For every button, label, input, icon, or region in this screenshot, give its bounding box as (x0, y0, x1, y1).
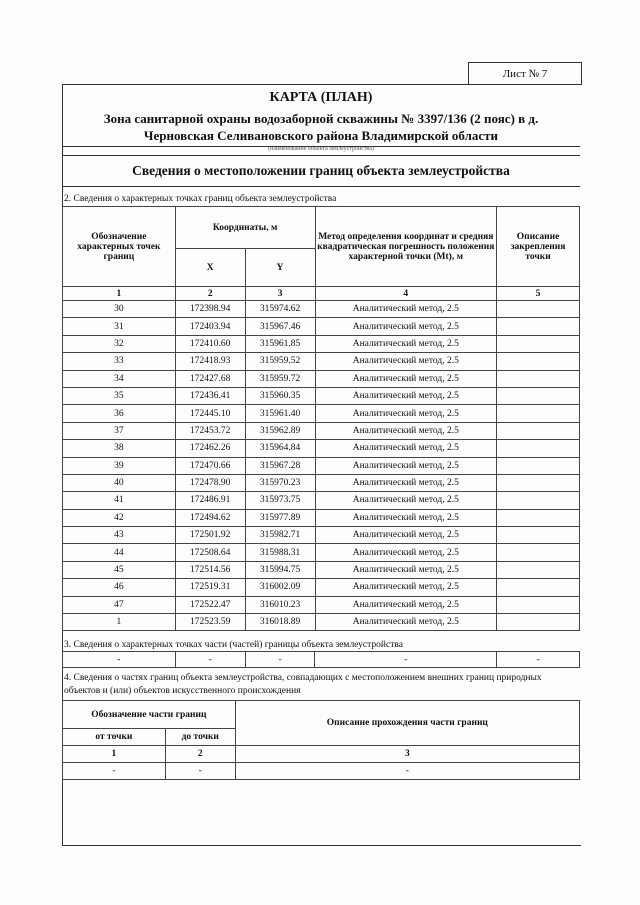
part-points-table (62, 651, 580, 668)
table-cell (497, 561, 580, 578)
table-cell: 316002.09 (245, 579, 315, 596)
section-2-title: 2. Сведения о характерных точках границ объекта землеустройства (64, 194, 337, 204)
table-cell: 35 (63, 387, 176, 404)
table-cell: Аналитический метод, 2.5 (315, 509, 497, 526)
col-number: 2 (175, 287, 245, 301)
header-method: Метод определения координат и средняя квадратическая погрешность положения характерной точки (Mt), м (315, 207, 497, 287)
table-cell: 172453.72 (175, 422, 245, 439)
table-row (63, 579, 580, 596)
table-cell: 315959.72 (245, 370, 315, 387)
table-cell: 315961.40 (245, 405, 315, 422)
table-cell (497, 544, 580, 561)
table-cell: Аналитический метод, 2.5 (315, 527, 497, 544)
table-cell: 172486.91 (175, 492, 245, 509)
table-row (63, 335, 580, 352)
table-row (63, 405, 580, 422)
table-cell (497, 614, 580, 631)
table-cell: 316018.89 (245, 614, 315, 631)
table-cell: 172478.90 (175, 474, 245, 491)
table-cell: Аналитический метод, 2.5 (315, 492, 497, 509)
table-cell: 172470.66 (175, 457, 245, 474)
table-cell: 315967.28 (245, 457, 315, 474)
table-cell: Аналитический метод, 2.5 (315, 370, 497, 387)
table-cell: 40 (63, 474, 176, 491)
table-cell: 36 (63, 405, 176, 422)
object-name-line-1: Зона санитарной охраны водозаборной скважины № 3397/136 (2 пояс) в д. (103, 111, 539, 126)
table-row (63, 440, 580, 457)
table-cell (497, 509, 580, 526)
table-row (63, 492, 580, 509)
table-cell: 34 (63, 370, 176, 387)
col-number: 1 (63, 287, 176, 301)
table-cell: 31 (63, 318, 176, 335)
header-x: X (175, 249, 245, 287)
table-cell: Аналитический метод, 2.5 (315, 318, 497, 335)
header-to: до точки (165, 729, 235, 746)
table-cell (497, 370, 580, 387)
table-cell: 315960.35 (245, 387, 315, 404)
table-row (63, 474, 580, 491)
table-row (63, 387, 580, 404)
table-cell: Аналитический метод, 2.5 (315, 387, 497, 404)
table-cell: - (175, 652, 245, 668)
table-cell: Аналитический метод, 2.5 (315, 353, 497, 370)
table-cell: - (235, 763, 579, 780)
table-cell (497, 335, 580, 352)
table-cell: 1 (63, 614, 176, 631)
table-cell: 315974.62 (245, 301, 315, 318)
table-cell (497, 492, 580, 509)
table-cell: 172494.62 (175, 509, 245, 526)
table-cell: 172398.94 (175, 301, 245, 318)
table-row (63, 509, 580, 526)
table-cell (497, 353, 580, 370)
table-cell: 32 (63, 335, 176, 352)
table-cell: 316010.23 (245, 596, 315, 613)
table-cell (497, 318, 580, 335)
col-number: 3 (235, 746, 579, 763)
boundary-points-table (62, 206, 580, 631)
table-cell: Аналитический метод, 2.5 (315, 440, 497, 457)
table-row (63, 301, 580, 318)
header-desc: Описание закрепления точки (497, 207, 580, 287)
table-cell: - (497, 652, 580, 668)
table-cell: - (245, 652, 315, 668)
table-cell: Аналитический метод, 2.5 (315, 561, 497, 578)
divider (62, 186, 580, 187)
table-cell: 44 (63, 544, 176, 561)
header-from: от точки (63, 729, 166, 746)
object-name-line-2: Черновская Селивановского района Владимирской области (143, 128, 499, 143)
table-cell (497, 440, 580, 457)
table-cell: Аналитический метод, 2.5 (315, 579, 497, 596)
header-y: Y (245, 249, 315, 287)
header-point: Обозначение характерных точек границ (63, 207, 176, 287)
table-cell: 38 (63, 440, 176, 457)
table-row (63, 457, 580, 474)
table-cell: 43 (63, 527, 176, 544)
table-cell: 47 (63, 596, 176, 613)
table-cell: 315982.71 (245, 527, 315, 544)
table-cell: Аналитический метод, 2.5 (315, 614, 497, 631)
col-number: 3 (245, 287, 315, 301)
table-cell: Аналитический метод, 2.5 (315, 474, 497, 491)
section-4-title: 4. Сведения о частях границ объекта землеустройства, совпадающих с местоположением внешних границ природных объектов и (или) объектов искусственного происхождения (64, 673, 542, 696)
sheet-number: Лист № 7 (468, 62, 582, 85)
header-coords: Координаты, м (175, 207, 315, 249)
table-cell: 37 (63, 422, 176, 439)
table-cell: 172519.31 (175, 579, 245, 596)
table-cell: 172523.59 (175, 614, 245, 631)
table-cell: 30 (63, 301, 176, 318)
table-row (63, 527, 580, 544)
table-cell: Аналитический метод, 2.5 (315, 301, 497, 318)
table-cell (497, 596, 580, 613)
table-cell: 172410.60 (175, 335, 245, 352)
table-cell (497, 387, 580, 404)
table-cell: 315994.75 (245, 561, 315, 578)
table-cell: Аналитический метод, 2.5 (315, 544, 497, 561)
table-cell: 172418.93 (175, 353, 245, 370)
table-cell: 315977.89 (245, 509, 315, 526)
document-title: КАРТА (ПЛАН) (269, 90, 373, 105)
table-row (63, 544, 580, 561)
table-row (63, 370, 580, 387)
table-cell (497, 579, 580, 596)
table-cell: Аналитический метод, 2.5 (315, 422, 497, 439)
header-desc: Описание прохождения части границ (235, 701, 579, 746)
table-cell (497, 422, 580, 439)
table-cell: 33 (63, 353, 176, 370)
table-cell: Аналитический метод, 2.5 (315, 405, 497, 422)
table-cell: 315959.52 (245, 353, 315, 370)
table-cell: Аналитический метод, 2.5 (315, 596, 497, 613)
table-cell: 45 (63, 561, 176, 578)
table-cell: 172508.64 (175, 544, 245, 561)
table-cell: - (63, 763, 166, 780)
col-number: 5 (497, 287, 580, 301)
table-cell (497, 474, 580, 491)
object-name (62, 110, 580, 144)
table-row (63, 614, 580, 631)
table-cell: 172462.26 (175, 440, 245, 457)
section-heading: Сведения о местоположении границ объекта землеустройства (132, 163, 510, 178)
divider (62, 155, 580, 156)
table-row (63, 318, 580, 335)
table-cell: Аналитический метод, 2.5 (315, 457, 497, 474)
table-cell: - (63, 652, 176, 668)
table-cell: - (165, 763, 235, 780)
col-number: 2 (165, 746, 235, 763)
col-number: 4 (315, 287, 497, 301)
table-cell: Аналитический метод, 2.5 (315, 335, 497, 352)
table-cell (497, 527, 580, 544)
natural-boundaries-table (62, 700, 580, 780)
table-cell: 172522.47 (175, 596, 245, 613)
table-cell: 172427.68 (175, 370, 245, 387)
table-cell: 315962.89 (245, 422, 315, 439)
table-cell: 39 (63, 457, 176, 474)
table-cell: 172403.94 (175, 318, 245, 335)
table-row (63, 561, 580, 578)
table-cell: 172445.10 (175, 405, 245, 422)
header-part: Обозначение части границ (63, 701, 236, 729)
table-cell: 172436.41 (175, 387, 245, 404)
table-cell: 315973.75 (245, 492, 315, 509)
table-cell: - (315, 652, 497, 668)
table-cell: 315967.46 (245, 318, 315, 335)
table-row (63, 422, 580, 439)
table-cell: 172514.56 (175, 561, 245, 578)
section-3-title: 3. Сведения о характерных точках части (частей) границы объекта землеустройства (64, 640, 403, 650)
table-cell: 315961.85 (245, 335, 315, 352)
table-cell: 315970.23 (245, 474, 315, 491)
table-cell: 172501.92 (175, 527, 245, 544)
table-row (63, 596, 580, 613)
table-cell: 315964.84 (245, 440, 315, 457)
table-cell (497, 457, 580, 474)
table-cell (497, 301, 580, 318)
table-cell: 42 (63, 509, 176, 526)
col-number: 1 (63, 746, 166, 763)
object-name-caption: (наименование объекта землеустройства) (268, 146, 374, 152)
table-row (63, 353, 580, 370)
table-cell: 41 (63, 492, 176, 509)
table-cell (497, 405, 580, 422)
table-cell: 46 (63, 579, 176, 596)
table-cell: 315988.31 (245, 544, 315, 561)
